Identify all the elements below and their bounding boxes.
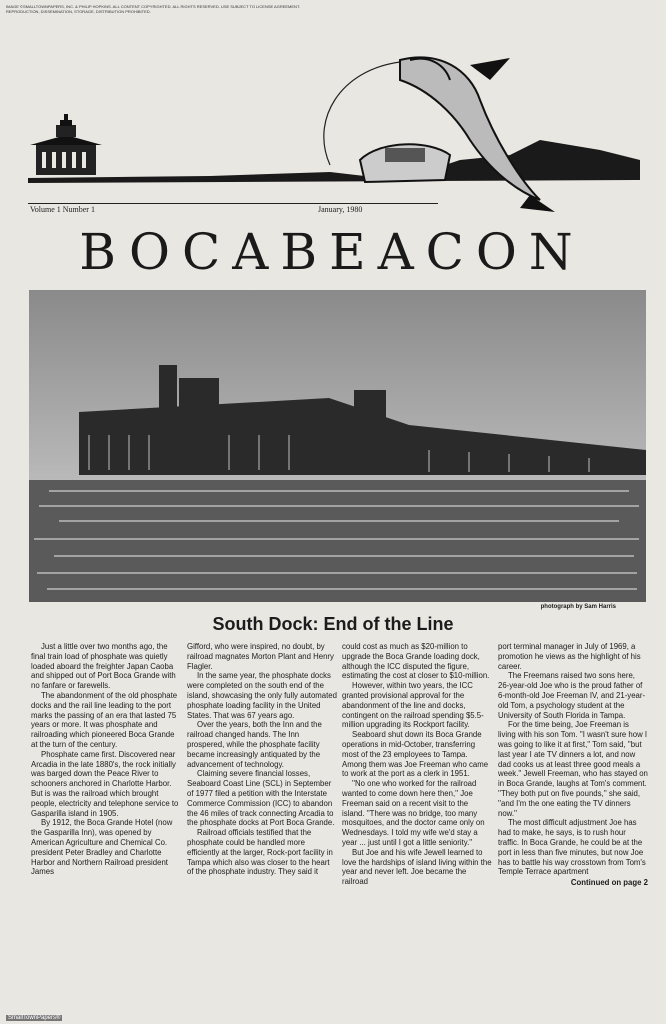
paragraph: port terminal manager in July of 1969, a promotion he views as the highlight of his career. bbox=[498, 642, 641, 671]
article-column-4 bbox=[498, 642, 648, 888]
paragraph: could cost as much as $20-million to upgrade the Boca Grande loading dock, although the ICC disputed the figure, estimating the cost at closer to $10-million. bbox=[342, 642, 490, 681]
issue-info bbox=[28, 203, 438, 216]
article-column-3 bbox=[342, 642, 492, 887]
paragraph: But Joe and his wife Jewell learned to love the hardships of island living within the year and never left. Joe became the railroad bbox=[342, 847, 492, 887]
article-headline: South Dock: End of the Line bbox=[212, 614, 454, 634]
paragraph: The most difficult adjustment Joe has had to make, he says, is to rush hour traffic. In Boca Grande, he could be at the port in less than five minutes, but now Joe has to battle his way crosstown from Tom's Temple Terrace apartment bbox=[498, 818, 646, 877]
paragraph: Just a little over two months ago, the final train load of phosphate was quietly loaded aboard the freighter Japan Caoba and shipped out of Port Boca Grande with no fanfare or farewells. bbox=[31, 642, 176, 691]
tarpon-fish-icon bbox=[400, 57, 555, 212]
copyright-notice: IMAGE ©SMALLTOWNPAPERS, INC. & PHILIP HOPKINS. ALL CONTENT COPYRIGHTED. ALL RIGHTS RESERVED. USE SUBJECT TO LICENSE AGREEMENT. REPRODUCTION, DISSEMINATION, STORAGE, DISTRIBUTION PROHIBITED. bbox=[6, 4, 301, 14]
paragraph: Railroad officials testified that the phosphate could be handled more efficiently at the larger, Rock-port facility in Tampa which also was closer to the heart of the phosphate industry. They said it bbox=[187, 828, 333, 877]
paragraph: The abandonment of the old phosphate docks and the rail line leading to the port marks the passing of an era that lasted 75 years or more. It was phosphate and railroading which pioneered Boca Grande at the turn of the century. bbox=[31, 690, 178, 749]
phosphate-dock-photo bbox=[29, 290, 646, 602]
cover-photo bbox=[29, 290, 646, 602]
photo-credit: photograph by Sam Harris bbox=[540, 604, 616, 610]
paragraph: In the same year, the phosphate docks were completed on the south end of the island, showcasing the only fully automated phosphate loading facility in the United States. That was 67 years ago. bbox=[187, 671, 337, 720]
volume-number: Volume 1 Number 1 bbox=[30, 205, 95, 214]
paragraph: The Freemans raised two sons here, 26-year-old Joe who is the proud father of 6-month-old Joe Freeman IV, and 21-year-old Tom, a psychology student at the University of South Florida in Tampa. bbox=[498, 671, 646, 720]
newspaper-title: BOCABEACON bbox=[79, 223, 585, 281]
shoreline bbox=[28, 140, 640, 183]
masthead-illustration bbox=[0, 40, 666, 220]
continued-link[interactable]: Continued on page 2 bbox=[570, 878, 648, 888]
paragraph: Over the years, both the Inn and the railroad changed hands. The Inn prospered, while the phosphate facility became increasingly antiquated by the advancement of technology. bbox=[187, 720, 322, 769]
paragraph: Phosphate came first. Discovered near Arcadia in the late 1880's, the rock initially was barged down the Peace River to schooners anchored in Charlotte Harbor. But is was the railroad which brought people, electricity and telephone service to Gasparilla island in 1905. bbox=[31, 749, 179, 818]
issue-date: January, 1980 bbox=[318, 205, 363, 214]
article-column-1 bbox=[31, 642, 181, 877]
paragraph: However, within two years, the ICC granted provisional approval for the abandonment of the line and docks, contingent on the railroad spending $5.5-million upgrading its Rockport facility. bbox=[342, 681, 484, 730]
paragraph: By 1912, the Boca Grande Hotel (now the Gasparilla Inn), was opened by American Agriculture and Chemical Co. president Peter Bradley and Charlotte Harbor and Northern Railroad president James bbox=[31, 818, 173, 877]
paragraph: Claiming severe financial losses, Seaboard Coast Line (SCL) in September of 1977 filed a petition with the Interstate Commerce Commission (ICC) to abandon the 46 miles of track connecting Arcadia to the phosphate docks at Port Boca Grande. bbox=[187, 769, 335, 828]
paragraph: For the time being, Joe Freeman is living with his son Tom. ''I wasn't sure how I was going to like it at first,'' Tom said, ''but last year I ate TV dinners a lot, and now dad cooks us at least three good meals a week.'' Jewell Freeman, who has stayed on in Boca Grande, laughs at Tom's comment. ''They both put on five pounds,'' she said, ''and I'm the one eating the TV dinners now.'' bbox=[498, 720, 648, 818]
paragraph: Gifford, who were inspired, no doubt, by railroad magnates Morton Plant and Henry Flagler. bbox=[187, 642, 334, 671]
paragraph: ''No one who worked for the railroad wanted to come down here then,'' Joe Freeman said on a recent visit to the island. ''There was no bridge, too many mosquitoes, and the doctor came only on Wednesdays. I told my wife we'd stay a year ... just until I got a little seniority.'' bbox=[342, 779, 485, 847]
article-column-2 bbox=[187, 642, 337, 877]
boat-icon bbox=[360, 144, 450, 182]
paragraph: Seaboard shut down its Boca Grande operations in mid-October, transferring most of the 23 employees to Tampa. Among them was Joe Freeman who came to work at the port as a clerk in 1951. bbox=[342, 730, 489, 779]
watermark: SmallTownPapers® bbox=[8, 1015, 61, 1021]
lighthouse-icon bbox=[30, 114, 102, 175]
